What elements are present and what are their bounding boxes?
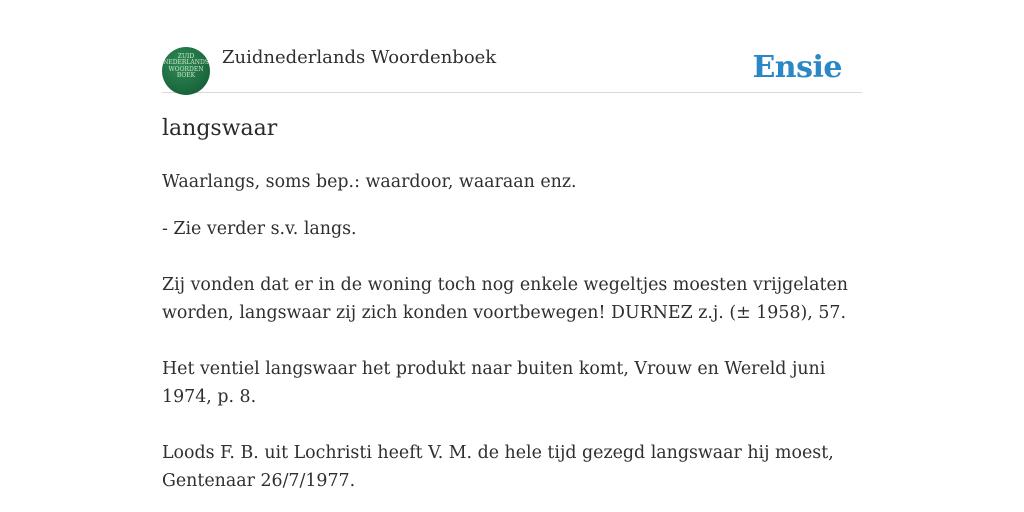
dictionary-name-link[interactable]: Zuidnederlands Woordenboek — [222, 47, 497, 68]
logo-text-line: WOORDEN — [168, 65, 204, 73]
definition-text: Waarlangs, soms bep.: waardoor, waaraan enz. — [162, 172, 577, 192]
see-also-text: - Zie verder s.v. langs. — [162, 219, 357, 239]
headword-title: langswaar — [162, 116, 278, 141]
ensie-brand-link[interactable]: Ensie — [752, 50, 842, 85]
header — [162, 44, 862, 93]
logo-text — [162, 54, 210, 80]
quote-text: Loods F. B. uit Lochristi heeft V. M. de hele tijd gezegd langswaar hij moest, Gentenaar 26/7/1977. — [162, 443, 834, 491]
quote-text: Zij vonden dat er in de woning toch nog enkele wegeltjes moesten vrijgelaten worden, langswaar zij zich konden voortbewegen! DURNEZ z.j. (± 1958), 57. — [162, 275, 848, 323]
logo-text-line: BOEK — [176, 72, 196, 80]
dictionary-logo[interactable] — [162, 47, 210, 95]
logo-text-line: NEDERLANDS — [163, 59, 209, 67]
entry-body — [162, 168, 862, 512]
logo-text-line: ZUID — [177, 53, 195, 60]
quote-text: Het ventiel langswaar het produkt naar buiten komt, Vrouw en Wereld juni 1974, p. 8. — [162, 359, 826, 407]
